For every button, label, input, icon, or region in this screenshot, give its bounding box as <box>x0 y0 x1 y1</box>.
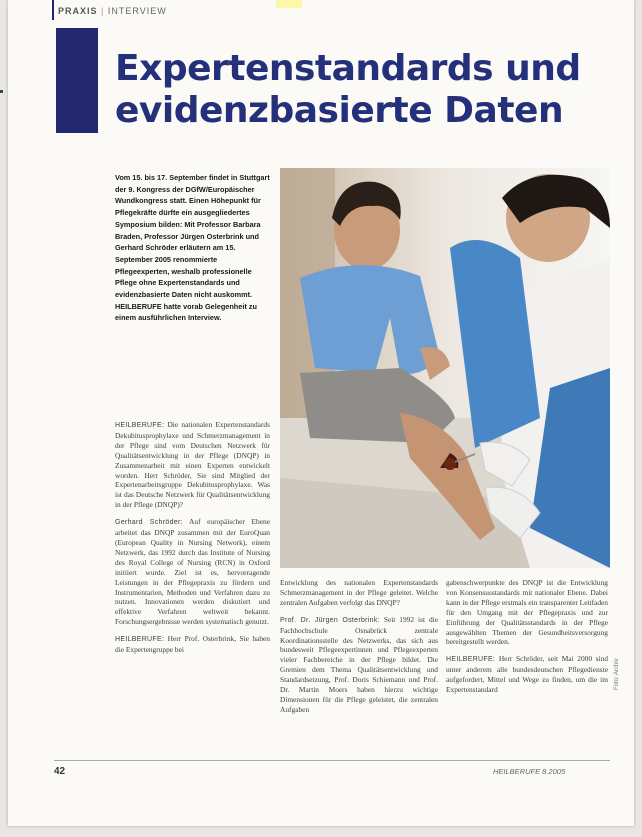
magazine-page <box>8 0 634 826</box>
title-accent-block <box>56 28 98 133</box>
title-line-2: evidenzbasierte Daten <box>115 90 564 131</box>
section-separator: | <box>101 6 105 16</box>
paragraph-text: Auf europäischer Ebene arbeitet das DNQP zusammen mit der EuroQuan (European Quality in Nursing Network), einem Netzwerk, das 1992 durch das Institute of Nursing des Royal College of Nursing (RCN) in Oxford initiiert wurde. Ziel ist es, hervorragende Leistungen in der Pflegepraxis zu fördern und Instrumentarien, Methoden und Verfahren dazu zu nutzen. Innovationen werden diskutiert und effektive Verfahren weltweit bekannt. Forschungsergebnisse werden systematisch genutzt. <box>115 517 270 627</box>
text-column-2 <box>280 578 438 722</box>
speaker-label: HEILBERUFE: <box>446 656 496 664</box>
journal-issue: HEILBERUFE 8.2005 <box>493 767 566 776</box>
section-header <box>58 6 167 16</box>
speaker-label: Gerhard Schröder: <box>115 519 183 527</box>
speaker-label: Prof. Dr. Jürgen Osterbrink: <box>280 616 380 624</box>
text-column-1 <box>115 420 270 662</box>
paragraph-text: Herr Prof. Osterbrink, Sie haben die Expertengruppe bei <box>115 634 270 655</box>
paragraph <box>115 634 270 655</box>
speaker-label: HEILBERUFE: <box>115 422 165 429</box>
article-intro: Vom 15. bis 17. September findet in Stuttgart der 9. Kongress der DGfW/Europäischer Wundkongress statt. Einen Höhepunkt für Pflegekräfte dürfte ein ausgegliedertes Symposium bilden: Mit Professor Barbara Braden, Professor Jürgen Osterbrink und Gerhard Schröder erläutern am 15. September 2005 renommierte Pflegeexperten, weshalb professionelle Pflege ohne Expertenstandards und evidenzbasierte Daten nicht auskommt. HEILBERUFE hatte vorab Gelegenheit zu einem ausführlichen Interview. <box>115 173 270 323</box>
paragraph <box>115 420 270 510</box>
section-label: PRAXIS <box>58 6 98 16</box>
section-bar <box>52 0 54 20</box>
footer-divider <box>54 760 610 761</box>
text-column-3 <box>446 578 608 702</box>
page-number: 42 <box>54 766 66 777</box>
paragraph <box>446 578 608 647</box>
article-title <box>115 48 595 132</box>
article-photo <box>280 168 610 568</box>
paragraph <box>280 578 438 608</box>
subsection-label: INTERVIEW <box>107 6 167 16</box>
paragraph-text: Seit 1992 ist die Fachhochschule Osnabrück zentrale Koordinationsstelle des Netzwerks, das sich aus bundesweit Pflegeexpertinnen und Pflegeexperten vieler Fachbereiche in der Pflege bildet. Die Gremien dem Thema Qualitätsentwicklung und Standardsetzung, Prof. Doris Schiemann und Prof. Dr. Martin Moers haben hierzu wichtige Dimensionen für die Pflege geleistet, die zentralen Aufgaben <box>280 614 438 714</box>
paragraph <box>280 615 438 715</box>
photo-credit: Foto: Archiv <box>614 658 620 690</box>
paragraph-text: Die nationalen Expertenstandards Dekubitusprophylaxe und Schmerzmanagement in der Pflege sind vom Deutschen Netzwerk für Qualitätsentwicklung in der Pflege (DNQP) in Zusammenarbeit mit einen Experten entwickelt worden. Herr Schröder, Sie sind Mitglied der Expertenarbeitsgruppe Dekubitusprophylaxe. Was ist das Deutsche Netzwerk für Qualitätsentwicklung in der Pflege (DNQP)? <box>115 420 270 510</box>
paragraph-text: Entwicklung des nationalen Expertenstandards Schmerzmanagement in der Pflege geleitet. Welche zentralen Aufgaben verfolgt das DNQP? <box>280 578 438 607</box>
speaker-label: HEILBERUFE: <box>115 636 165 644</box>
title-line-1: Expertenstandards und <box>115 48 581 89</box>
photo-illustration <box>280 168 610 568</box>
scan-mark <box>0 90 3 93</box>
bookmark-tab <box>276 0 302 8</box>
paragraph-text: gabenschwerpunkte des DNQP ist die Entwicklung von Konsensusstandards mit nationaler Ebene. Dabei kann in der Pflege erstmals ein transparenter Leitfaden für den Umgang mit der Pflegepraxis und zur Einführung der Qualitätsstandards in der Pflege ausgewählten Themen der Gesundheitsversorgung bereitgestellt werden. <box>446 578 608 647</box>
paragraph <box>446 654 608 695</box>
paragraph-text: Herr Schröder, seit Mai 2000 sind unter anderem alle bundesdeutschen Pflegedienste aufgefordert, Mittel und Wege zu finden, um die im Expertenstandard <box>446 654 608 695</box>
paragraph <box>115 517 270 627</box>
